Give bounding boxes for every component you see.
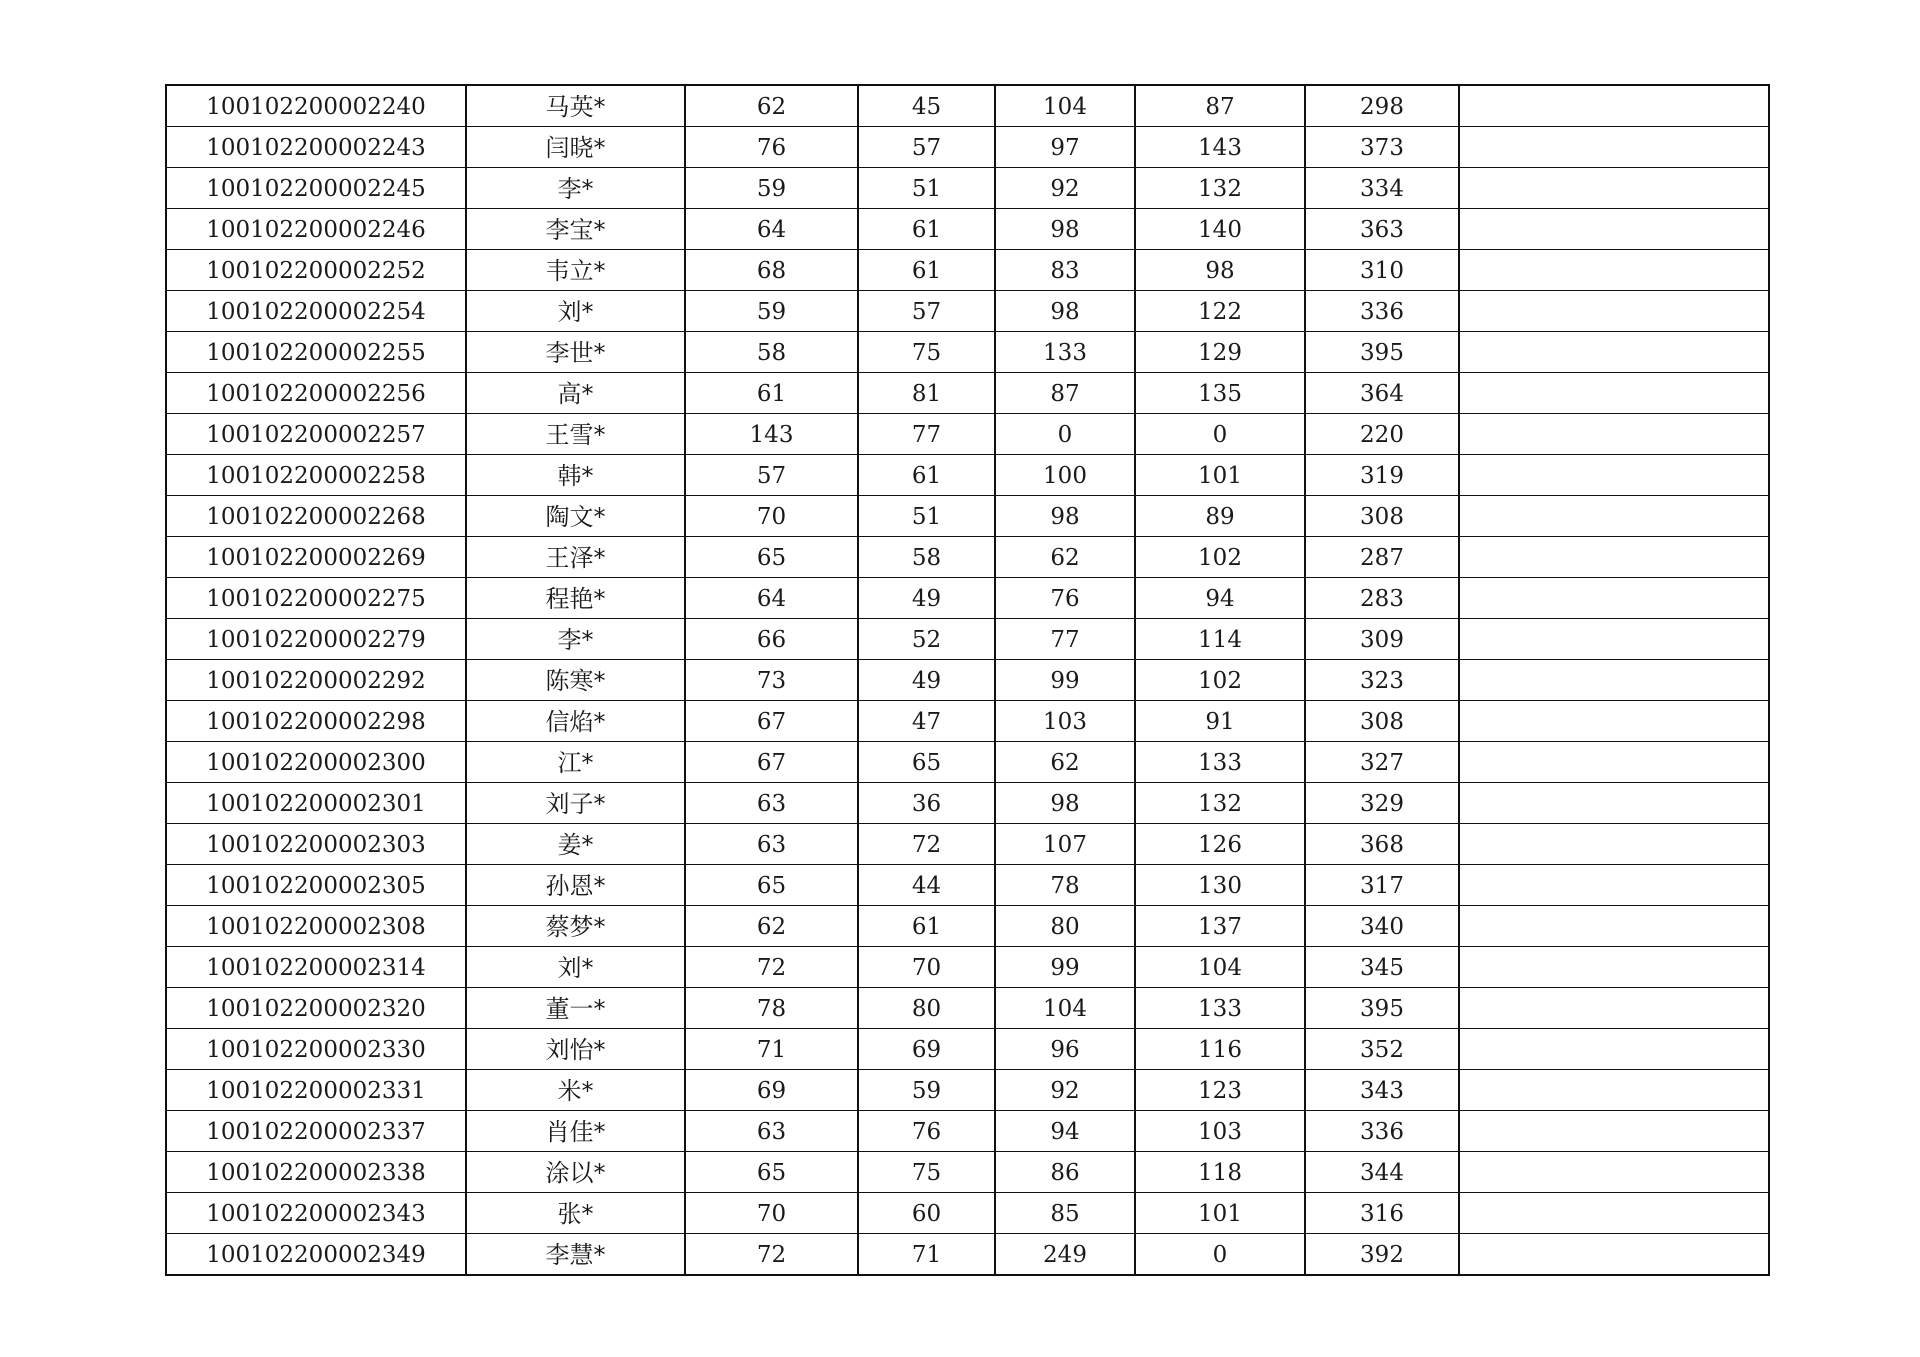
score-1-cell: 71 [685, 1029, 858, 1070]
candidate-id-cell: 100102200002305 [166, 865, 466, 906]
candidate-name-cell: 信焰* [466, 701, 685, 742]
table-row [166, 1152, 1769, 1193]
score-4-cell: 89 [1135, 496, 1305, 537]
score-3-cell: 78 [995, 865, 1135, 906]
total-score-cell: 316 [1305, 1193, 1459, 1234]
remark-cell [1459, 865, 1769, 906]
score-1-cell: 70 [685, 496, 858, 537]
remark-cell [1459, 127, 1769, 168]
score-3-cell: 133 [995, 332, 1135, 373]
table-row [166, 1193, 1769, 1234]
score-3-cell: 97 [995, 127, 1135, 168]
score-4-cell: 132 [1135, 168, 1305, 209]
candidate-name-cell: 陶文* [466, 496, 685, 537]
candidate-id-cell: 100102200002245 [166, 168, 466, 209]
candidate-id-cell: 100102200002292 [166, 660, 466, 701]
score-4-cell: 130 [1135, 865, 1305, 906]
remark-cell [1459, 373, 1769, 414]
candidate-id-cell: 100102200002255 [166, 332, 466, 373]
total-score-cell: 343 [1305, 1070, 1459, 1111]
score-4-cell: 133 [1135, 988, 1305, 1029]
table-row [166, 988, 1769, 1029]
score-4-cell: 135 [1135, 373, 1305, 414]
total-score-cell: 336 [1305, 291, 1459, 332]
score-1-cell: 61 [685, 373, 858, 414]
score-1-cell: 63 [685, 783, 858, 824]
table-row [166, 291, 1769, 332]
score-1-cell: 67 [685, 742, 858, 783]
score-1-cell: 143 [685, 414, 858, 455]
total-score-cell: 319 [1305, 455, 1459, 496]
remark-cell [1459, 701, 1769, 742]
candidate-name-cell: 陈寒* [466, 660, 685, 701]
candidate-name-cell: 肖佳* [466, 1111, 685, 1152]
score-4-cell: 122 [1135, 291, 1305, 332]
score-2-cell: 61 [858, 209, 995, 250]
candidate-id-cell: 100102200002308 [166, 906, 466, 947]
remark-cell [1459, 947, 1769, 988]
candidate-id-cell: 100102200002275 [166, 578, 466, 619]
candidate-name-cell: 王泽* [466, 537, 685, 578]
remark-cell [1459, 250, 1769, 291]
candidate-name-cell: 王雪* [466, 414, 685, 455]
candidate-name-cell: 马英* [466, 85, 685, 127]
score-1-cell: 59 [685, 168, 858, 209]
score-4-cell: 0 [1135, 414, 1305, 455]
score-3-cell: 104 [995, 988, 1135, 1029]
score-2-cell: 61 [858, 250, 995, 291]
score-3-cell: 99 [995, 660, 1135, 701]
score-3-cell: 80 [995, 906, 1135, 947]
candidate-id-cell: 100102200002337 [166, 1111, 466, 1152]
score-3-cell: 92 [995, 1070, 1135, 1111]
score-3-cell: 0 [995, 414, 1135, 455]
score-4-cell: 0 [1135, 1234, 1305, 1276]
score-2-cell: 71 [858, 1234, 995, 1276]
score-2-cell: 45 [858, 85, 995, 127]
score-1-cell: 59 [685, 291, 858, 332]
score-1-cell: 72 [685, 1234, 858, 1276]
score-table-body [166, 85, 1769, 1275]
remark-cell [1459, 414, 1769, 455]
candidate-id-cell: 100102200002301 [166, 783, 466, 824]
candidate-name-cell: 闫晓* [466, 127, 685, 168]
table-row [166, 578, 1769, 619]
remark-cell [1459, 988, 1769, 1029]
score-1-cell: 68 [685, 250, 858, 291]
score-3-cell: 98 [995, 496, 1135, 537]
remark-cell [1459, 496, 1769, 537]
score-4-cell: 104 [1135, 947, 1305, 988]
score-3-cell: 62 [995, 537, 1135, 578]
candidate-name-cell: 韦立* [466, 250, 685, 291]
candidate-id-cell: 100102200002254 [166, 291, 466, 332]
candidate-id-cell: 100102200002279 [166, 619, 466, 660]
candidate-id-cell: 100102200002258 [166, 455, 466, 496]
score-1-cell: 57 [685, 455, 858, 496]
score-4-cell: 94 [1135, 578, 1305, 619]
score-1-cell: 65 [685, 537, 858, 578]
score-3-cell: 87 [995, 373, 1135, 414]
table-row [166, 1070, 1769, 1111]
score-1-cell: 67 [685, 701, 858, 742]
candidate-name-cell: 孙恩* [466, 865, 685, 906]
score-3-cell: 85 [995, 1193, 1135, 1234]
total-score-cell: 287 [1305, 537, 1459, 578]
table-row [166, 1234, 1769, 1276]
candidate-id-cell: 100102200002314 [166, 947, 466, 988]
score-1-cell: 64 [685, 209, 858, 250]
score-4-cell: 101 [1135, 1193, 1305, 1234]
total-score-cell: 364 [1305, 373, 1459, 414]
remark-cell [1459, 332, 1769, 373]
candidate-id-cell: 100102200002303 [166, 824, 466, 865]
score-3-cell: 98 [995, 209, 1135, 250]
remark-cell [1459, 1070, 1769, 1111]
candidate-name-cell: 米* [466, 1070, 685, 1111]
candidate-id-cell: 100102200002330 [166, 1029, 466, 1070]
score-4-cell: 87 [1135, 85, 1305, 127]
candidate-id-cell: 100102200002338 [166, 1152, 466, 1193]
score-2-cell: 80 [858, 988, 995, 1029]
total-score-cell: 368 [1305, 824, 1459, 865]
score-4-cell: 133 [1135, 742, 1305, 783]
table-row [166, 947, 1769, 988]
score-3-cell: 99 [995, 947, 1135, 988]
table-row [166, 701, 1769, 742]
total-score-cell: 340 [1305, 906, 1459, 947]
score-4-cell: 143 [1135, 127, 1305, 168]
candidate-id-cell: 100102200002256 [166, 373, 466, 414]
score-3-cell: 98 [995, 291, 1135, 332]
score-1-cell: 78 [685, 988, 858, 1029]
score-3-cell: 83 [995, 250, 1135, 291]
candidate-name-cell: 刘怡* [466, 1029, 685, 1070]
remark-cell [1459, 578, 1769, 619]
remark-cell [1459, 537, 1769, 578]
remark-cell [1459, 455, 1769, 496]
score-3-cell: 104 [995, 85, 1135, 127]
score-1-cell: 65 [685, 1152, 858, 1193]
score-2-cell: 60 [858, 1193, 995, 1234]
candidate-id-cell: 100102200002300 [166, 742, 466, 783]
candidate-id-cell: 100102200002298 [166, 701, 466, 742]
total-score-cell: 352 [1305, 1029, 1459, 1070]
remark-cell [1459, 168, 1769, 209]
score-4-cell: 116 [1135, 1029, 1305, 1070]
table-row [166, 906, 1769, 947]
candidate-name-cell: 涂以* [466, 1152, 685, 1193]
score-3-cell: 94 [995, 1111, 1135, 1152]
remark-cell [1459, 291, 1769, 332]
total-score-cell: 323 [1305, 660, 1459, 701]
candidate-name-cell: 董一* [466, 988, 685, 1029]
candidate-name-cell: 刘子* [466, 783, 685, 824]
score-3-cell: 100 [995, 455, 1135, 496]
score-3-cell: 107 [995, 824, 1135, 865]
score-4-cell: 114 [1135, 619, 1305, 660]
candidate-name-cell: 李宝* [466, 209, 685, 250]
score-2-cell: 47 [858, 701, 995, 742]
remark-cell [1459, 1193, 1769, 1234]
table-row [166, 455, 1769, 496]
score-2-cell: 72 [858, 824, 995, 865]
score-1-cell: 65 [685, 865, 858, 906]
remark-cell [1459, 660, 1769, 701]
remark-cell [1459, 1029, 1769, 1070]
score-3-cell: 92 [995, 168, 1135, 209]
score-2-cell: 65 [858, 742, 995, 783]
candidate-id-cell: 100102200002240 [166, 85, 466, 127]
score-2-cell: 59 [858, 1070, 995, 1111]
remark-cell [1459, 1152, 1769, 1193]
score-1-cell: 63 [685, 1111, 858, 1152]
score-1-cell: 63 [685, 824, 858, 865]
candidate-id-cell: 100102200002246 [166, 209, 466, 250]
total-score-cell: 309 [1305, 619, 1459, 660]
score-table [165, 84, 1770, 1276]
total-score-cell: 329 [1305, 783, 1459, 824]
candidate-id-cell: 100102200002320 [166, 988, 466, 1029]
score-4-cell: 118 [1135, 1152, 1305, 1193]
table-row [166, 496, 1769, 537]
candidate-name-cell: 张* [466, 1193, 685, 1234]
score-4-cell: 140 [1135, 209, 1305, 250]
table-row [166, 250, 1769, 291]
score-2-cell: 75 [858, 332, 995, 373]
candidate-id-cell: 100102200002331 [166, 1070, 466, 1111]
score-3-cell: 76 [995, 578, 1135, 619]
score-2-cell: 49 [858, 578, 995, 619]
score-1-cell: 70 [685, 1193, 858, 1234]
table-row [166, 537, 1769, 578]
score-4-cell: 98 [1135, 250, 1305, 291]
score-3-cell: 96 [995, 1029, 1135, 1070]
table-row [166, 209, 1769, 250]
table-row [166, 332, 1769, 373]
table-row [166, 373, 1769, 414]
score-2-cell: 52 [858, 619, 995, 660]
score-2-cell: 36 [858, 783, 995, 824]
candidate-id-cell: 100102200002343 [166, 1193, 466, 1234]
remark-cell [1459, 85, 1769, 127]
table-row [166, 168, 1769, 209]
table-row [166, 127, 1769, 168]
candidate-name-cell: 李世* [466, 332, 685, 373]
score-2-cell: 69 [858, 1029, 995, 1070]
table-row [166, 660, 1769, 701]
score-3-cell: 77 [995, 619, 1135, 660]
score-3-cell: 86 [995, 1152, 1135, 1193]
candidate-id-cell: 100102200002269 [166, 537, 466, 578]
table-row [166, 1111, 1769, 1152]
score-4-cell: 102 [1135, 660, 1305, 701]
table-row [166, 824, 1769, 865]
score-2-cell: 77 [858, 414, 995, 455]
candidate-name-cell: 江* [466, 742, 685, 783]
score-1-cell: 66 [685, 619, 858, 660]
table-row [166, 742, 1769, 783]
score-2-cell: 51 [858, 496, 995, 537]
total-score-cell: 395 [1305, 988, 1459, 1029]
candidate-name-cell: 刘* [466, 947, 685, 988]
score-2-cell: 49 [858, 660, 995, 701]
candidate-id-cell: 100102200002268 [166, 496, 466, 537]
remark-cell [1459, 906, 1769, 947]
remark-cell [1459, 1234, 1769, 1276]
score-4-cell: 103 [1135, 1111, 1305, 1152]
score-1-cell: 58 [685, 332, 858, 373]
total-score-cell: 363 [1305, 209, 1459, 250]
score-2-cell: 44 [858, 865, 995, 906]
table-row [166, 414, 1769, 455]
candidate-name-cell: 李* [466, 619, 685, 660]
remark-cell [1459, 209, 1769, 250]
candidate-name-cell: 蔡梦* [466, 906, 685, 947]
total-score-cell: 345 [1305, 947, 1459, 988]
total-score-cell: 283 [1305, 578, 1459, 619]
total-score-cell: 317 [1305, 865, 1459, 906]
score-1-cell: 62 [685, 85, 858, 127]
score-2-cell: 58 [858, 537, 995, 578]
candidate-name-cell: 韩* [466, 455, 685, 496]
score-4-cell: 101 [1135, 455, 1305, 496]
candidate-name-cell: 李慧* [466, 1234, 685, 1276]
score-1-cell: 64 [685, 578, 858, 619]
score-2-cell: 61 [858, 455, 995, 496]
total-score-cell: 298 [1305, 85, 1459, 127]
table-row [166, 619, 1769, 660]
total-score-cell: 308 [1305, 701, 1459, 742]
score-1-cell: 76 [685, 127, 858, 168]
score-2-cell: 57 [858, 127, 995, 168]
score-3-cell: 103 [995, 701, 1135, 742]
remark-cell [1459, 824, 1769, 865]
table-row [166, 865, 1769, 906]
candidate-id-cell: 100102200002252 [166, 250, 466, 291]
remark-cell [1459, 1111, 1769, 1152]
score-4-cell: 126 [1135, 824, 1305, 865]
candidate-id-cell: 100102200002257 [166, 414, 466, 455]
candidate-name-cell: 程艳* [466, 578, 685, 619]
score-2-cell: 75 [858, 1152, 995, 1193]
score-2-cell: 70 [858, 947, 995, 988]
candidate-name-cell: 姜* [466, 824, 685, 865]
total-score-cell: 308 [1305, 496, 1459, 537]
total-score-cell: 334 [1305, 168, 1459, 209]
candidate-name-cell: 高* [466, 373, 685, 414]
table-row [166, 783, 1769, 824]
total-score-cell: 344 [1305, 1152, 1459, 1193]
total-score-cell: 220 [1305, 414, 1459, 455]
score-4-cell: 91 [1135, 701, 1305, 742]
score-4-cell: 123 [1135, 1070, 1305, 1111]
candidate-id-cell: 100102200002349 [166, 1234, 466, 1276]
table-row [166, 85, 1769, 127]
total-score-cell: 395 [1305, 332, 1459, 373]
score-3-cell: 249 [995, 1234, 1135, 1276]
score-2-cell: 81 [858, 373, 995, 414]
score-3-cell: 98 [995, 783, 1135, 824]
score-2-cell: 61 [858, 906, 995, 947]
score-4-cell: 137 [1135, 906, 1305, 947]
remark-cell [1459, 742, 1769, 783]
score-4-cell: 102 [1135, 537, 1305, 578]
remark-cell [1459, 783, 1769, 824]
total-score-cell: 327 [1305, 742, 1459, 783]
score-1-cell: 72 [685, 947, 858, 988]
score-2-cell: 57 [858, 291, 995, 332]
total-score-cell: 392 [1305, 1234, 1459, 1276]
remark-cell [1459, 619, 1769, 660]
score-4-cell: 132 [1135, 783, 1305, 824]
score-1-cell: 73 [685, 660, 858, 701]
score-3-cell: 62 [995, 742, 1135, 783]
candidate-name-cell: 李* [466, 168, 685, 209]
score-1-cell: 62 [685, 906, 858, 947]
score-4-cell: 129 [1135, 332, 1305, 373]
total-score-cell: 336 [1305, 1111, 1459, 1152]
candidate-id-cell: 100102200002243 [166, 127, 466, 168]
table-row [166, 1029, 1769, 1070]
score-2-cell: 51 [858, 168, 995, 209]
candidate-name-cell: 刘* [466, 291, 685, 332]
total-score-cell: 310 [1305, 250, 1459, 291]
score-1-cell: 69 [685, 1070, 858, 1111]
total-score-cell: 373 [1305, 127, 1459, 168]
score-2-cell: 76 [858, 1111, 995, 1152]
